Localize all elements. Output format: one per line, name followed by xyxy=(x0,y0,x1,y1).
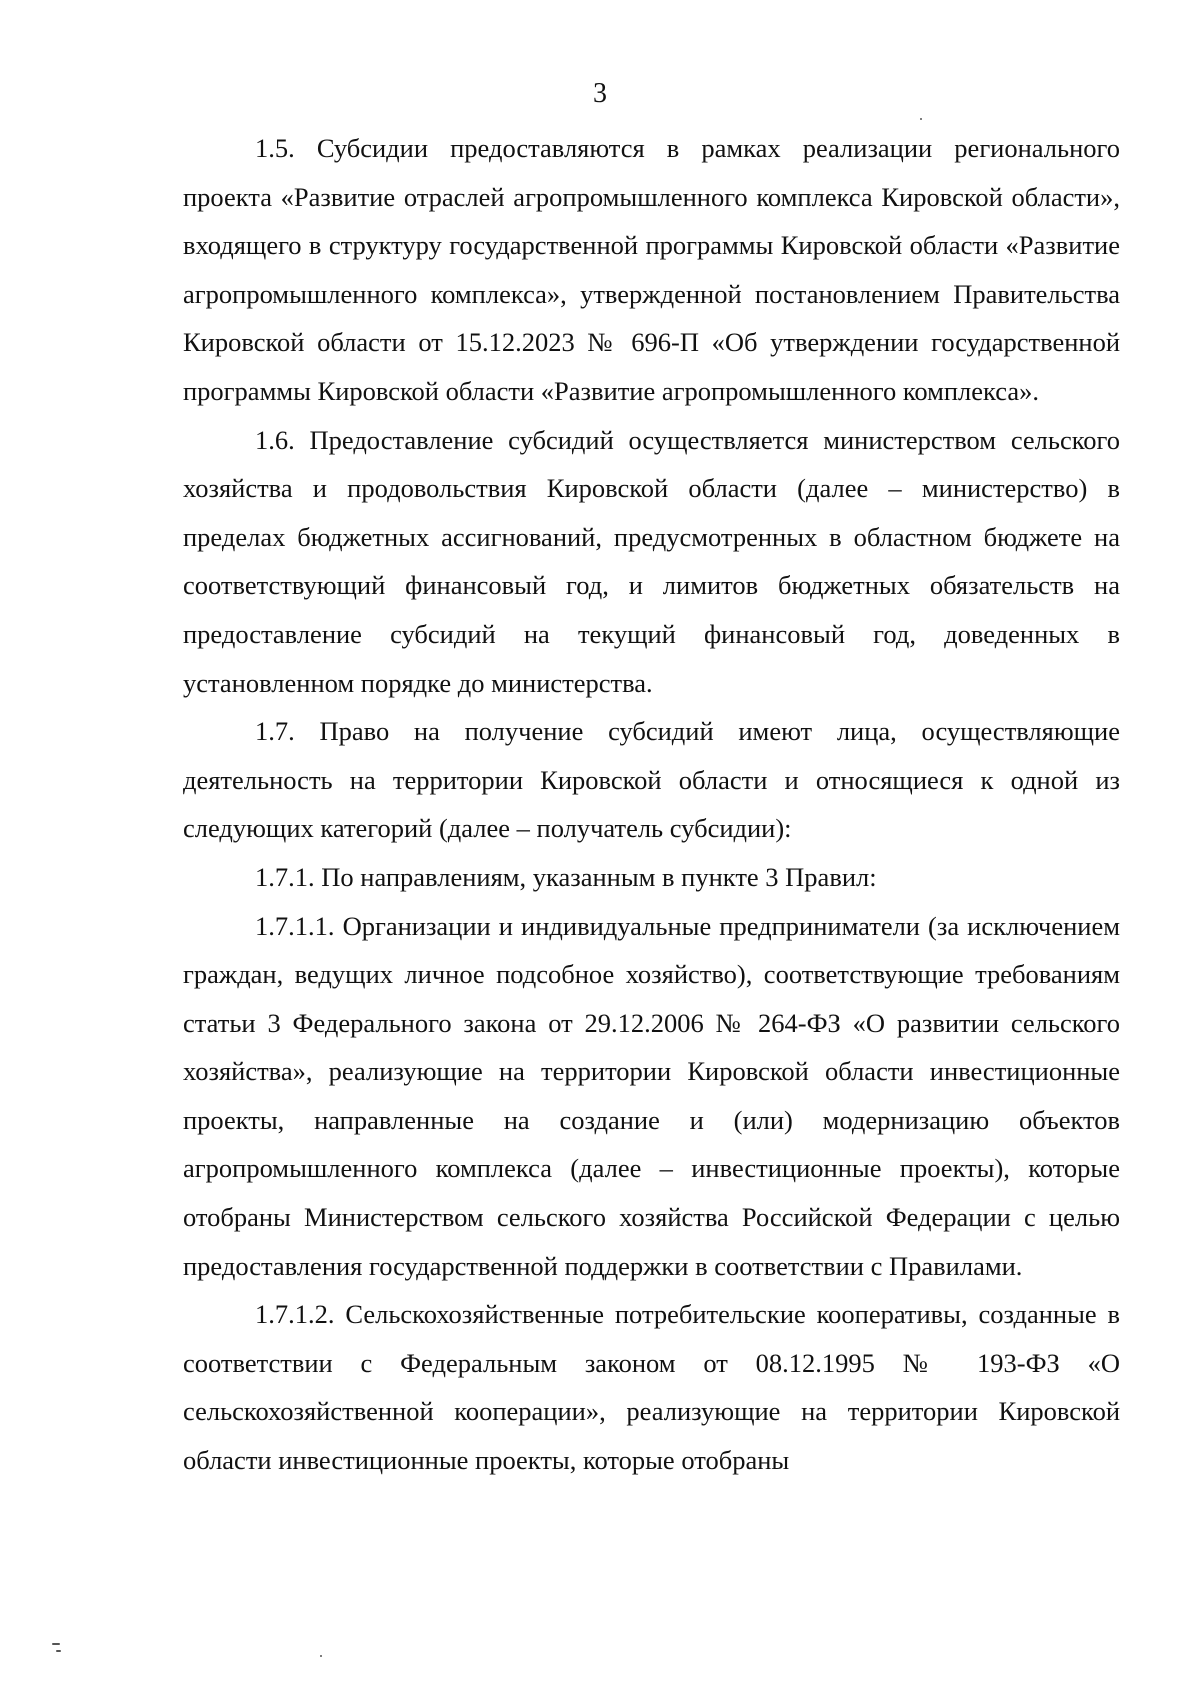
paragraph-1-5: 1.5. Субсидии предоставляются в рамках реализации регионального проекта «Развитие отраслей агропромышленного комплекса Кировской области», входящего в структуру государственной программы Кировской области «Развитие агропромышленного комплекса», утвержденной постановлением Правительства Кировской области от 15.12.2023 № 696-П «Об утверждении государственной программы Кировской области «Развитие агропромышленного комплекса». xyxy=(183,133,1120,406)
scan-speck xyxy=(320,1655,322,1657)
paragraph-1-7-1: 1.7.1. По направлениям, указанным в пункте 3 Правил: xyxy=(255,861,877,892)
document-body xyxy=(183,124,1120,1485)
paragraph-1-7-1-1: 1.7.1.1. Организации и индивидуальные предприниматели (за исключением граждан, ведущих личное подсобное хозяйство), соответствующие требованиям статьи 3 Федерального закона от 29.12.2006 № 264-ФЗ «О развитии сельского хозяйства», реализующие на территории Кировской области инвестиционные проекты, направленные на создание и (или) модернизацию объектов агропромышленного комплекса (далее – инвестиционные проекты), которые отобраны Министерством сельского хозяйства Российской Федерации с целью предоставления государственной поддержки в соответствии с Правилами. xyxy=(183,910,1120,1281)
page-number: 3 xyxy=(593,78,607,109)
scan-speck xyxy=(56,1650,61,1652)
paragraph-1-7: 1.7. Право на получение субсидий имеют лица, осуществляющие деятельность на территории Кировской области и относящиеся к одной из следующих категорий (далее – получатель субсидии): xyxy=(183,716,1120,844)
paragraph-1-7-1-2: 1.7.1.2. Сельскохозяйственные потребительские кооперативы, созданные в соответствии с Федеральным законом от 08.12.1995 № 193-ФЗ «О сельскохозяйственной кооперации», реализующие на территории Кировской области инвестиционные проекты, которые отобраны xyxy=(183,1299,1120,1476)
scan-speck xyxy=(920,118,922,120)
paragraph-1-6: 1.6. Предоставление субсидий осуществляется министерством сельского хозяйства и продовольствия Кировской области (далее – министерство) в пределах бюджетных ассигнований, предусмотренных в областном бюджете на соответствующий финансовый год, и лимитов бюджетных обязательств на предоставление субсидий на текущий финансовый год, доведенных в установленном порядке до министерства. xyxy=(183,424,1120,698)
scan-speck xyxy=(52,1643,60,1645)
